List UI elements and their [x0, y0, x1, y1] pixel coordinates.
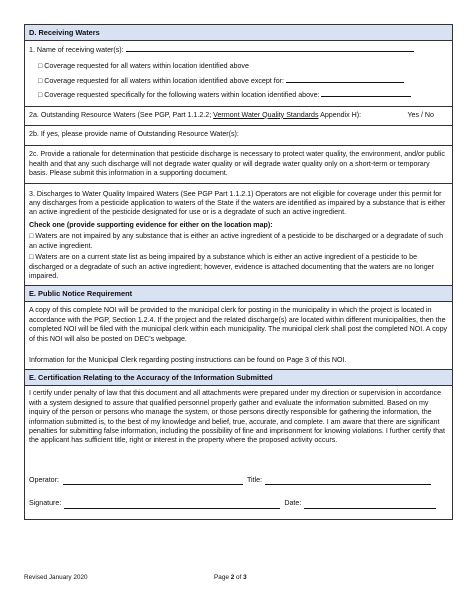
impaired-waters-text: 3. Discharges to Water Quality Impaired Waters (See PGP Part 1.1.2.1) Operators are not eligible for coverage under this permit for any discharges from a pesticide application to waters of the State if the waters are identified as impaired by a substance that is either an active ingredient of the pesticide designated for use or is a degradate of such an active ingredient.	[29, 189, 446, 217]
signature-field[interactable]	[64, 500, 280, 509]
vwqs-link[interactable]: Vermont Water Quality Standards	[213, 110, 319, 119]
public-notice-header: E. Public Notice Requirement	[25, 286, 452, 302]
orw-prefix: 2a. Outstanding Resource Waters (See PGP, Part 1.1.2.2;	[29, 110, 214, 119]
certification-cell	[25, 386, 452, 519]
rationale-cell	[25, 146, 452, 183]
rationale-text: 2c. Provide a rationale for determination that pesticide discharge is necessary to protect water quality, the environment, and/or public health and that any such discharge will not degrade water quality or will degrade water quality only on a short-term or temporary basis. Please submit this information in a supporting document.	[29, 150, 445, 178]
coverage-specific-row	[29, 89, 448, 100]
title-field[interactable]	[265, 476, 431, 485]
public-notice-cell	[25, 302, 452, 370]
receiving-water-row	[29, 44, 448, 55]
coverage-all-option[interactable]: □ Coverage requested for all waters within location identified above	[38, 62, 249, 71]
orw-yes-no[interactable]: Yes / No	[407, 110, 434, 119]
check-one-label: Check one (provide supporting evidence for either on the location map):	[29, 220, 273, 229]
page-number	[214, 574, 247, 582]
municipal-clerk-note: Information for the Municipal Clerk regarding posting instructions can be found on Page 3 of this NOI.	[29, 355, 347, 364]
outstanding-resource-waters-label	[29, 111, 361, 120]
date-label: Date:	[284, 499, 302, 508]
public-notice-text: A copy of this complete NOI will be provided to the municipal clerk for posting in the municipality in which the project is located in accordance with the PGP, Section 1.2.4. If the project and the related discharge(s) are located within different municipalities, then the completed NOI will be filed with the municipal clerk within each municipality. The municipal clerk shall post the completed NOI. A copy of this NOI will also be posted on DEC's webpage.	[29, 306, 448, 343]
not-impaired-option[interactable]: □ Waters are not impaired by any substance that is either an active ingredient of a pesticide to be discharged or a degradate of such an active ingredient.	[29, 232, 444, 250]
coverage-except-option[interactable]: □ Coverage requested for all waters within location identified above except for:	[38, 76, 285, 85]
certification-text: I certify under penalty of law that this document and all attachments were prepared under my direction or supervision in accordance with a system designed to assure that qualified personnel properly gather and evaluate the information submitted. Based on my inquiry of the person or persons who manage the system, or those persons directly responsible for gathering the information, the information submitted is, to the best of my knowledge and belief, true, accurate, and complete. I am aware that there are significant penalties for submitting false information, including the possibility of fine and imprisonment for knowing violations. I further certify that the applicant has sufficient title, right or interest in the property where the proposed activity occurs.	[29, 389, 445, 445]
page-total: 3	[243, 574, 247, 581]
date-field[interactable]	[304, 500, 436, 509]
signature-label: Signature:	[29, 499, 62, 508]
receiving-waters-cell	[25, 41, 452, 107]
noi-form	[24, 24, 453, 520]
orw-suffix: Appendix H):	[318, 110, 362, 119]
impaired-waters-cell	[25, 184, 452, 287]
page-of: of	[234, 574, 244, 581]
certification-header: E. Certification Relating to the Accuracy of the Information Submitted	[25, 370, 452, 386]
coverage-specific-field[interactable]	[321, 89, 411, 97]
coverage-except-field[interactable]	[286, 75, 404, 83]
signature-date-row	[29, 499, 448, 508]
page-prefix: Page	[214, 574, 231, 581]
revised-date: Revised January 2020	[24, 574, 88, 581]
page-current: 2	[230, 574, 235, 581]
outstanding-resource-waters-row	[25, 107, 452, 126]
orw-name-label: 2b. If yes, please provide name of Outstanding Resource Water(s):	[29, 130, 239, 139]
no-longer-impaired-option[interactable]: □ Waters are on a current state list as being impaired by a substance which is either an active ingredient of a pesticide to be discharged or a degradate of such an active ingredient; however, evidence is attached documenting that the waters are no longer impaired.	[29, 253, 434, 280]
title-label: Title:	[246, 475, 263, 484]
operator-title-row	[29, 476, 448, 485]
receiving-water-label: 1. Name of receiving water(s):	[29, 46, 124, 54]
coverage-specific-option[interactable]: □ Coverage requested specifically for the following waters within location identified above:	[38, 91, 320, 100]
section-d-header: D. Receiving Waters	[25, 25, 452, 41]
operator-label: Operator:	[29, 475, 59, 484]
receiving-water-field[interactable]	[126, 44, 414, 52]
orw-name-cell	[25, 126, 452, 146]
coverage-except-row	[29, 75, 448, 86]
operator-field[interactable]	[63, 476, 243, 485]
